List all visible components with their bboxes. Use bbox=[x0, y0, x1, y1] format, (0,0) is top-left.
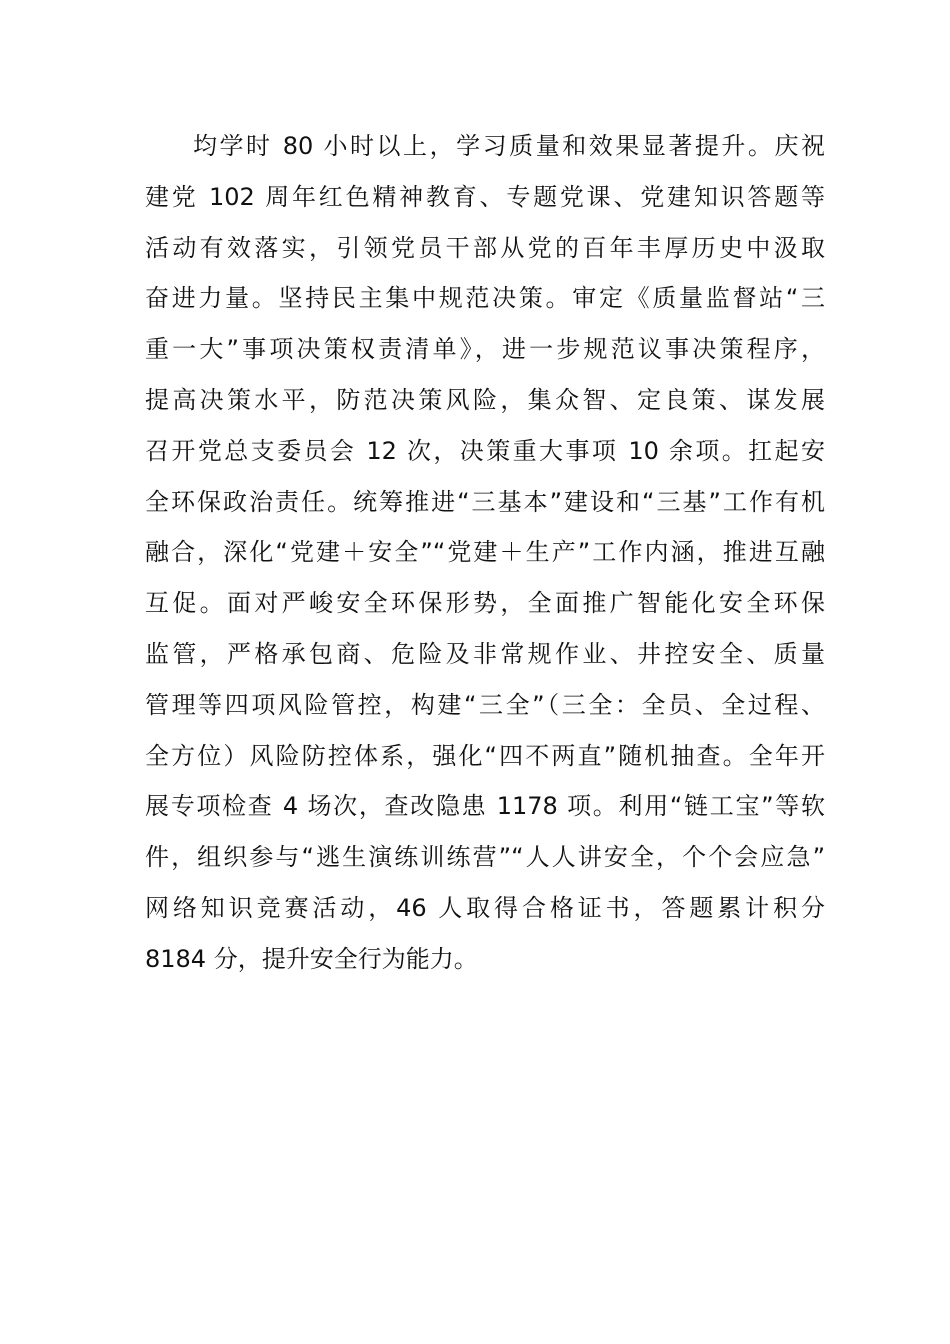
text-line: 建党 102 周年红色精神教育、专题党课、党建知识答题等 bbox=[145, 182, 825, 211]
text-line: 管理等四项风险管控，构建“三全”（三全：全员、全过程、 bbox=[145, 690, 825, 719]
text-line: 监管，严格承包商、危险及非常规作业、井控安全、质量 bbox=[145, 639, 825, 668]
text-line: 8184 分，提升安全行为能力。 bbox=[145, 944, 478, 973]
text-line: 奋进力量。坚持民主集中规范决策。审定《质量监督站“三 bbox=[145, 284, 825, 313]
text-line: 重一大”事项决策权责清单》，进一步规范议事决策程序， bbox=[145, 335, 825, 364]
text-line: 件，组织参与“逃生演练训练营”“人人讲安全，个个会应急” bbox=[145, 843, 825, 872]
body-paragraph bbox=[145, 121, 825, 985]
text-line: 活动有效落实，引领党员干部从党的百年丰厚历史中汲取 bbox=[145, 233, 825, 262]
text-line: 全方位）风险防控体系，强化“四不两直”随机抽查。全年开 bbox=[145, 741, 825, 770]
text-line: 融合，深化“党建＋安全”“党建＋生产”工作内涵，推进互融 bbox=[145, 538, 825, 567]
text-line: 均学时 80 小时以上，学习质量和效果显著提升。庆祝 bbox=[193, 132, 825, 160]
text-line: 全环保政治责任。统筹推进“三基本”建设和“三基”工作有机 bbox=[145, 487, 825, 516]
text-line: 召开党总支委员会 12 次，决策重大事项 10 余项。扛起安 bbox=[145, 436, 825, 465]
text-line: 提高决策水平，防范决策风险，集众智、定良策、谋发展 bbox=[145, 385, 825, 414]
text-line: 展专项检查 4 场次，查改隐患 1178 项。利用“链工宝”等软 bbox=[145, 792, 825, 821]
text-line: 网络知识竞赛活动，46 人取得合格证书，答题累计积分 bbox=[145, 893, 825, 922]
text-line: 互促。面对严峻安全环保形势，全面推广智能化安全环保 bbox=[145, 589, 825, 618]
